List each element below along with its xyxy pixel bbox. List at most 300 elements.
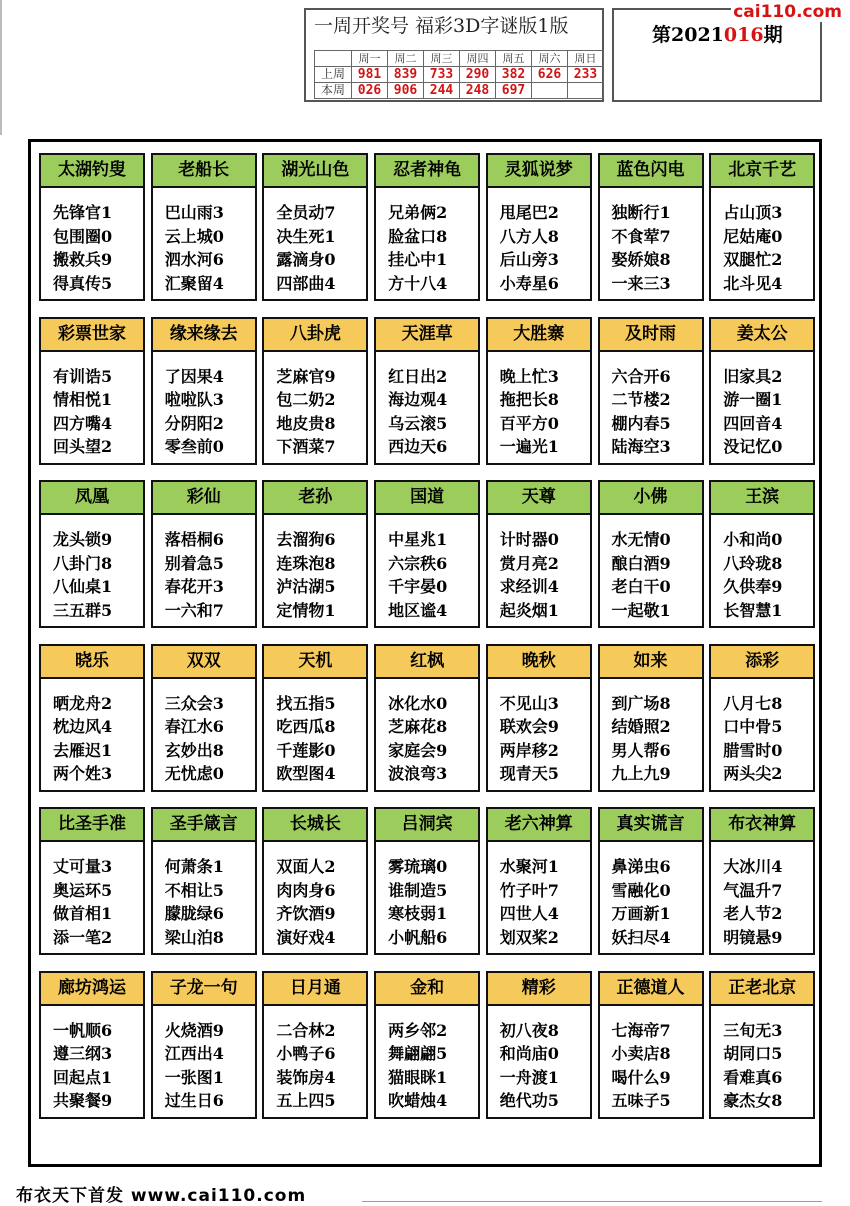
- riddle-line: 八仙桌1: [53, 577, 113, 596]
- draw-number: 626: [531, 66, 568, 83]
- day-header: 周日: [567, 50, 604, 67]
- riddle-line: 脸盆口8: [388, 226, 448, 246]
- days-row: [314, 50, 603, 66]
- left-edge-line: [0, 0, 2, 135]
- card-body: [488, 679, 590, 786]
- riddle-line: 包围圈0: [53, 226, 113, 246]
- riddle-line: 尼姑庵0: [723, 226, 783, 246]
- weekly-draw-table: [304, 8, 604, 102]
- riddle-line: 家庭会9: [388, 740, 448, 760]
- riddle-line: 一起敬1: [611, 600, 671, 620]
- draw-table-title: 一周开奖号 福彩3D字谜版1版: [314, 15, 569, 37]
- riddle-line: 江西出4: [164, 1044, 224, 1063]
- riddle-line: 雪融化0: [611, 880, 671, 900]
- riddle-line: 奥运环5: [53, 880, 113, 900]
- riddle-line: 露滴身0: [276, 250, 336, 269]
- card-title: 彩票世家: [41, 319, 143, 352]
- riddle-card: [374, 971, 480, 1119]
- riddle-line: 搬救兵9: [53, 250, 113, 269]
- riddle-line: 八玲珑8: [723, 553, 783, 573]
- riddle-line: 小帆船6: [388, 927, 448, 947]
- card-title: 王滨: [711, 482, 813, 515]
- riddle-card: [598, 153, 704, 301]
- riddle-line: 猫眼眯1: [388, 1067, 448, 1087]
- riddle-line: 游一圈1: [723, 390, 783, 409]
- riddle-line: 乌云滚5: [388, 413, 448, 433]
- riddle-line: 二合林2: [276, 1020, 336, 1040]
- card-title: 彩仙: [153, 482, 255, 515]
- riddle-line: 共聚餐9: [53, 1091, 113, 1110]
- draw-number: 026: [351, 82, 388, 99]
- riddle-card: [709, 153, 815, 301]
- riddle-line: 龙头锁9: [53, 530, 113, 549]
- riddle-line: 小鸭子6: [276, 1044, 336, 1063]
- card-title: 晚秋: [488, 646, 590, 679]
- card-title: 廊坊鸿运: [41, 973, 143, 1006]
- riddle-line: 先锋官1: [53, 203, 113, 222]
- riddle-line: 千宇晏0: [388, 577, 448, 596]
- card-body: [488, 1006, 590, 1113]
- riddle-line: 泗水河6: [164, 250, 224, 269]
- riddle-line: 四方嘴4: [53, 413, 113, 433]
- card-title: 比圣手准: [41, 809, 143, 842]
- day-header: 周六: [531, 50, 568, 67]
- card-title: 天涯草: [376, 319, 478, 352]
- card-title: 真实谎言: [600, 809, 702, 842]
- riddle-line: 老人节2: [723, 904, 783, 923]
- riddle-card: [151, 480, 257, 628]
- card-body: [711, 1006, 813, 1113]
- card-title: 子龙一句: [153, 973, 255, 1006]
- riddle-line: 定情物1: [276, 600, 336, 620]
- card-body: [41, 352, 143, 459]
- riddle-line: 赏月亮2: [499, 553, 559, 573]
- riddle-card: [709, 971, 815, 1119]
- riddle-line: 地皮贵8: [276, 413, 336, 433]
- card-body: [41, 842, 143, 949]
- card-title: 金和: [376, 973, 478, 1006]
- card-body: [41, 679, 143, 786]
- this-week-row: [314, 82, 603, 98]
- day-header: 周五: [495, 50, 532, 67]
- card-title: 国道: [376, 482, 478, 515]
- riddle-line: 一张图1: [164, 1067, 224, 1087]
- riddle-line: 万画新1: [611, 904, 671, 923]
- draw-number: 697: [495, 82, 532, 99]
- riddle-line: 四回音4: [723, 413, 783, 433]
- riddle-line: 雾琉璃0: [388, 857, 448, 876]
- riddle-card: [151, 644, 257, 792]
- card-title: 湖光山色: [264, 155, 366, 188]
- card-body: [600, 352, 702, 459]
- draw-number: 248: [459, 82, 496, 99]
- riddle-line: 中星兆1: [388, 530, 448, 549]
- riddle-line: 丈可量3: [53, 857, 113, 876]
- riddle-line: 连珠泡8: [276, 553, 336, 573]
- riddle-line: 豪杰女8: [723, 1091, 783, 1110]
- card-title: 灵狐说梦: [488, 155, 590, 188]
- riddle-line: 巴山雨3: [164, 203, 224, 222]
- card-body: [153, 352, 255, 459]
- riddle-card: [598, 317, 704, 465]
- card-body: [600, 515, 702, 622]
- riddle-line: 起炎烟1: [499, 600, 559, 620]
- card-title: 小佛: [600, 482, 702, 515]
- riddle-line: 地区谧4: [388, 600, 448, 620]
- riddle-line: 汇聚留4: [164, 273, 224, 293]
- card-title: 及时雨: [600, 319, 702, 352]
- riddle-line: 泸沽湖5: [276, 577, 336, 596]
- draw-number: 382: [495, 66, 532, 83]
- riddle-line: 做首相1: [53, 904, 113, 923]
- card-title: 姜太公: [711, 319, 813, 352]
- riddle-line: 吹蜡烛4: [388, 1091, 448, 1110]
- card-body: [41, 188, 143, 295]
- riddle-line: 求经训4: [499, 577, 559, 596]
- card-body: [153, 842, 255, 949]
- riddle-card: [39, 644, 145, 792]
- riddle-line: 两乡邻2: [388, 1020, 448, 1040]
- riddle-line: 冰化水0: [388, 693, 448, 713]
- riddle-card: [262, 153, 368, 301]
- card-title: 精彩: [488, 973, 590, 1006]
- riddle-line: 梁山泊8: [164, 927, 224, 947]
- riddle-line: 千莲影0: [276, 740, 336, 760]
- card-body: [376, 1006, 478, 1113]
- riddle-line: 双面人2: [276, 857, 336, 876]
- riddle-line: 八卦门8: [53, 553, 113, 573]
- riddle-line: 四世人4: [499, 904, 559, 923]
- riddle-line: 独断行1: [611, 203, 671, 222]
- riddle-line: 占山顶3: [723, 203, 783, 222]
- card-body: [153, 1006, 255, 1113]
- riddle-line: 酿白酒9: [611, 553, 671, 573]
- riddle-line: 分阴阳2: [164, 413, 224, 433]
- riddle-line: 妖扫尽4: [611, 927, 671, 947]
- card-body: [264, 842, 366, 949]
- riddle-line: 无忧虑0: [164, 764, 224, 783]
- card-body: [153, 515, 255, 622]
- riddle-line: 四部曲4: [276, 273, 336, 293]
- riddle-line: 气温升7: [723, 880, 783, 900]
- riddle-line: 零叁前0: [164, 437, 224, 456]
- card-title: 如来: [600, 646, 702, 679]
- riddle-line: 两个姓3: [53, 764, 113, 783]
- card-title: 八卦虎: [264, 319, 366, 352]
- riddle-card: [262, 317, 368, 465]
- riddle-line: 绝代功5: [499, 1091, 559, 1110]
- card-title: 大胜寨: [488, 319, 590, 352]
- riddle-line: 联欢会9: [499, 717, 559, 736]
- card-body: [376, 188, 478, 295]
- riddle-line: 一帆顺6: [53, 1020, 113, 1040]
- riddle-line: 朦胧绿6: [164, 904, 224, 923]
- day-header: 周四: [459, 50, 496, 67]
- riddle-line: 小和尚0: [723, 530, 783, 549]
- period-box: [612, 8, 822, 102]
- riddle-line: 一舟渡1: [499, 1067, 559, 1087]
- riddle-card: [262, 971, 368, 1119]
- riddle-line: 北斗见4: [723, 273, 783, 293]
- riddle-line: 九上九9: [611, 764, 671, 783]
- draw-grid: [314, 50, 603, 98]
- card-title: 红枫: [376, 646, 478, 679]
- riddle-line: 了因果4: [164, 366, 224, 386]
- riddle-line: 火烧酒9: [164, 1020, 224, 1040]
- card-body: [711, 842, 813, 949]
- riddle-line: 兄弟俩2: [388, 203, 448, 222]
- riddle-line: 晚上忙3: [499, 366, 559, 386]
- riddle-line: 肉肉身6: [276, 880, 336, 900]
- footer-divider: [362, 1201, 822, 1202]
- footer-text: 布衣天下首发 www.cai110.com: [16, 1186, 307, 1206]
- riddle-line: 六宗秩6: [388, 553, 448, 573]
- card-title: 蓝色闪电: [600, 155, 702, 188]
- day-header: 周三: [423, 50, 460, 67]
- riddle-line: 过生日6: [164, 1091, 224, 1110]
- draw-number: [567, 82, 604, 99]
- riddle-line: 欧型图4: [276, 764, 336, 783]
- card-title: 正德道人: [600, 973, 702, 1006]
- card-title: 北京千艺: [711, 155, 813, 188]
- draw-number: 244: [423, 82, 460, 99]
- riddle-line: 后山旁3: [499, 250, 559, 269]
- riddle-line: 久供奉9: [723, 577, 783, 596]
- riddle-line: 明镜悬9: [723, 927, 783, 947]
- riddle-card: [486, 971, 592, 1119]
- draw-number: 839: [387, 66, 424, 83]
- riddle-line: 寒枝弱1: [388, 904, 448, 923]
- riddle-line: 谁制造5: [388, 880, 448, 900]
- draw-number: 733: [423, 66, 460, 83]
- riddle-line: 初八夜8: [499, 1020, 559, 1040]
- riddle-line: 到广场8: [611, 693, 671, 713]
- riddle-card: [39, 971, 145, 1119]
- riddle-line: 拖把长8: [499, 390, 559, 409]
- riddle-card: [262, 644, 368, 792]
- riddle-line: 啦啦队3: [164, 390, 224, 409]
- riddle-line: 三旬无3: [723, 1020, 783, 1040]
- riddle-line: 娶娇娘8: [611, 250, 671, 269]
- riddle-line: 云上城0: [164, 226, 224, 246]
- riddle-line: 二节楼2: [611, 390, 671, 409]
- riddle-line: 和尚庙0: [499, 1044, 559, 1063]
- riddle-line: 春江水6: [164, 717, 224, 736]
- riddle-card: [486, 480, 592, 628]
- riddle-line: 包二奶2: [276, 390, 336, 409]
- card-title: 太湖钓叟: [41, 155, 143, 188]
- period-prefix: 第2021: [652, 24, 724, 46]
- draw-number: [531, 82, 568, 99]
- riddle-line: 芝麻官9: [276, 366, 336, 386]
- riddle-line: 得真传5: [53, 273, 113, 293]
- riddle-line: 喝什么9: [611, 1067, 671, 1087]
- riddle-line: 七海帝7: [611, 1020, 671, 1040]
- riddle-card: [374, 153, 480, 301]
- card-body: [153, 679, 255, 786]
- riddle-line: 枕边风4: [53, 717, 113, 736]
- riddle-line: 玄妙出8: [164, 740, 224, 760]
- riddle-line: 没记忆0: [723, 437, 783, 456]
- riddle-line: 不食荤7: [611, 226, 671, 246]
- card-body: [711, 352, 813, 459]
- corner-cell: [314, 50, 352, 67]
- card-body: [376, 679, 478, 786]
- riddle-card: [262, 480, 368, 628]
- draw-number: 906: [387, 82, 424, 99]
- card-title: 布衣神算: [711, 809, 813, 842]
- riddle-card: [709, 480, 815, 628]
- riddle-line: 鼻涕虫6: [611, 857, 671, 876]
- card-body: [376, 352, 478, 459]
- riddle-line: 一来三3: [611, 273, 671, 293]
- card-body: [264, 679, 366, 786]
- card-body: [711, 679, 813, 786]
- card-title: 圣手箴言: [153, 809, 255, 842]
- riddle-card: [486, 153, 592, 301]
- riddle-line: 百平方0: [499, 413, 559, 433]
- riddle-line: 五上四5: [276, 1091, 336, 1110]
- this-week-label: 本周: [314, 82, 352, 99]
- card-title: 天尊: [488, 482, 590, 515]
- riddle-line: 棚内春5: [611, 413, 671, 433]
- riddle-line: 海边观4: [388, 390, 448, 409]
- riddle-line: 五味子5: [611, 1091, 671, 1110]
- riddle-line: 划双桨2: [499, 927, 559, 947]
- riddle-line: 大冰川4: [723, 857, 783, 876]
- card-body: [264, 188, 366, 295]
- riddle-line: 陆海空3: [611, 437, 671, 456]
- riddle-line: 别着急5: [164, 553, 224, 573]
- riddle-line: 去溜狗6: [276, 530, 336, 549]
- riddle-line: 一遍光1: [499, 437, 559, 456]
- riddle-line: 八方人8: [499, 226, 559, 246]
- card-title: 正老北京: [711, 973, 813, 1006]
- riddle-line: 现青天5: [499, 764, 559, 783]
- riddle-line: 吃西瓜8: [276, 717, 336, 736]
- riddle-line: 方十八4: [388, 273, 448, 293]
- riddle-card: [598, 644, 704, 792]
- riddle-line: 落梧桐6: [164, 530, 224, 549]
- draw-number: 290: [459, 66, 496, 83]
- riddle-line: 红日出2: [388, 366, 448, 386]
- card-body: [600, 842, 702, 949]
- riddle-line: 水无情0: [611, 530, 671, 549]
- riddle-line: 水聚河1: [499, 857, 559, 876]
- riddle-card: [151, 971, 257, 1119]
- period-number: [652, 20, 783, 47]
- card-body: [600, 679, 702, 786]
- riddle-card: [151, 153, 257, 301]
- riddle-line: 添一笔2: [53, 927, 113, 947]
- day-header: 周二: [387, 50, 424, 67]
- riddle-line: 男人帮6: [611, 740, 671, 760]
- riddle-line: 晒龙舟2: [53, 693, 113, 713]
- riddle-line: 口中骨5: [723, 717, 783, 736]
- card-title: 天机: [264, 646, 366, 679]
- riddle-line: 结婚照2: [611, 717, 671, 736]
- riddle-line: 装饰房4: [276, 1067, 336, 1087]
- card-body: [600, 1006, 702, 1113]
- card-title: 老六神算: [488, 809, 590, 842]
- site-watermark[interactable]: cai110.com: [733, 2, 842, 22]
- riddle-card: [262, 807, 368, 955]
- riddle-line: 决生死1: [276, 226, 336, 246]
- riddle-card: [486, 644, 592, 792]
- draw-number: 233: [567, 66, 604, 83]
- riddle-card: [486, 317, 592, 465]
- riddle-line: 胡同口5: [723, 1044, 783, 1063]
- riddle-card: [39, 153, 145, 301]
- riddle-card: [39, 807, 145, 955]
- riddle-card: [598, 807, 704, 955]
- card-body: [153, 188, 255, 295]
- riddle-line: 波浪弯3: [388, 764, 448, 783]
- card-body: [488, 515, 590, 622]
- riddle-line: 计时器0: [499, 530, 559, 549]
- card-body: [711, 515, 813, 622]
- riddle-grid: [28, 139, 822, 1167]
- card-title: 缘来缘去: [153, 319, 255, 352]
- riddle-line: 竹子叶7: [499, 880, 559, 900]
- riddle-line: 老白干0: [611, 577, 671, 596]
- riddle-card: [709, 807, 815, 955]
- riddle-line: 三众会3: [164, 693, 224, 713]
- riddle-card: [151, 317, 257, 465]
- riddle-card: [374, 807, 480, 955]
- card-body: [264, 352, 366, 459]
- riddle-line: 春花开3: [164, 577, 224, 596]
- riddle-line: 挂心中1: [388, 250, 448, 269]
- card-title: 添彩: [711, 646, 813, 679]
- card-body: [376, 515, 478, 622]
- card-title: 老孙: [264, 482, 366, 515]
- riddle-line: 腊雪时0: [723, 740, 783, 760]
- riddle-card: [39, 480, 145, 628]
- card-body: [600, 188, 702, 295]
- riddle-line: 有训诰5: [53, 366, 113, 386]
- card-body: [376, 842, 478, 949]
- riddle-line: 何萧条1: [164, 857, 224, 876]
- riddle-line: 八月七8: [723, 693, 783, 713]
- riddle-line: 旧家具2: [723, 366, 783, 386]
- card-title: 吕洞宾: [376, 809, 478, 842]
- riddle-line: 舞翩翩5: [388, 1044, 448, 1063]
- riddle-card: [486, 807, 592, 955]
- riddle-line: 去雁迟1: [53, 740, 113, 760]
- riddle-line: 齐饮酒9: [276, 904, 336, 923]
- riddle-line: 情相悦1: [53, 390, 113, 409]
- card-body: [488, 188, 590, 295]
- card-body: [264, 1006, 366, 1113]
- card-title: 长城长: [264, 809, 366, 842]
- card-body: [488, 842, 590, 949]
- riddle-line: 看难真6: [723, 1067, 783, 1087]
- card-body: [264, 515, 366, 622]
- period-issue: 016: [723, 24, 764, 46]
- riddle-card: [709, 317, 815, 465]
- draw-number: 981: [351, 66, 388, 83]
- riddle-line: 回头望2: [53, 437, 113, 456]
- riddle-line: 六合开6: [611, 366, 671, 386]
- riddle-line: 下酒菜7: [276, 437, 336, 456]
- riddle-line: 找五指5: [276, 693, 336, 713]
- card-title: 双双: [153, 646, 255, 679]
- riddle-line: 不见山3: [499, 693, 559, 713]
- riddle-line: 两岸移2: [499, 740, 559, 760]
- riddle-line: 一六和7: [164, 600, 224, 620]
- riddle-line: 三五群5: [53, 600, 113, 620]
